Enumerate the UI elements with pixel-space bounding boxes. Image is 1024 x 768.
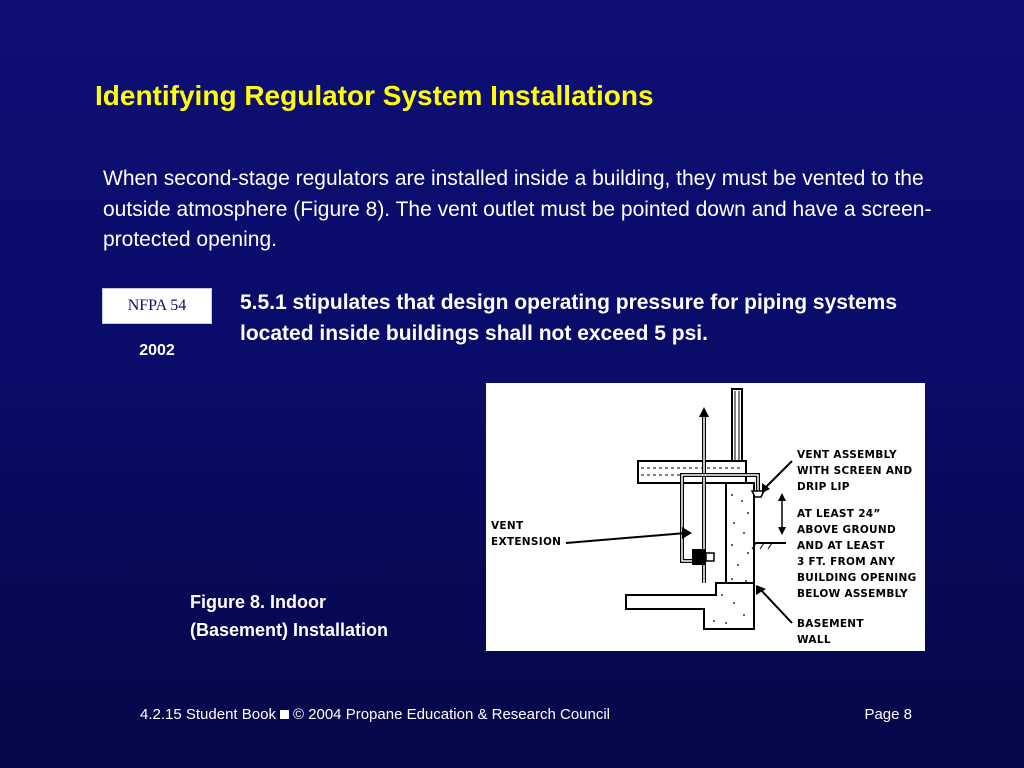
basement-wall-label-2: WALL: [797, 634, 831, 646]
nfpa-badge: [102, 288, 212, 324]
vent-assembly-label-2: WITH SCREEN AND: [797, 465, 913, 477]
page-number: Page 8: [864, 706, 912, 723]
vent-assembly-label-3: DRIP LIP: [797, 481, 850, 493]
clearance-label-4: 3 FT. FROM ANY: [797, 556, 896, 568]
slide-title: Identifying Regulator System Installations: [95, 80, 654, 111]
slide-footer: [140, 706, 920, 728]
caption-line-1: Figure 8. Indoor: [190, 592, 327, 612]
vent-assembly-label-1: VENT ASSEMBLY: [797, 449, 897, 461]
nfpa-label: NFPA 54: [127, 297, 187, 314]
clearance-label-2: ABOVE GROUND: [797, 524, 896, 536]
footer-book-ref: 4.2.15 Student Book: [140, 706, 276, 723]
code-rule-text: 5.5.1 stipulates that design operating pressure for piping systems located inside buildings shall not exceed 5 psi.: [240, 291, 897, 345]
clearance-label-6: BELOW ASSEMBLY: [797, 588, 908, 600]
nfpa-year: 2002: [139, 342, 175, 359]
clearance-label-1: AT LEAST 24”: [797, 508, 881, 520]
vent-extension-label-1: VENT: [491, 520, 524, 532]
regulator-installation-figure: [486, 383, 925, 651]
footer-credit: [140, 706, 610, 723]
clearance-label-3: AND AT LEAST: [797, 540, 885, 552]
clearance-label-5: BUILDING OPENING: [797, 572, 917, 584]
caption-line-2: (Basement) Installation: [190, 620, 389, 640]
intro-paragraph: When second-stage regulators are installed inside a building, they must be vented to the outside atmosphere (Figure 8). The vent outlet must be pointed down and have a screen-protected opening.: [103, 167, 932, 251]
footer-copyright: © 2004 Propane Education & Research Council: [292, 706, 611, 723]
vent-extension-label-2: EXTENSION: [491, 536, 562, 548]
installation-diagram: [486, 383, 925, 651]
basement-wall-label-1: BASEMENT: [797, 618, 864, 630]
square-bullet-icon: [280, 710, 289, 719]
figure-caption: [190, 588, 470, 644]
